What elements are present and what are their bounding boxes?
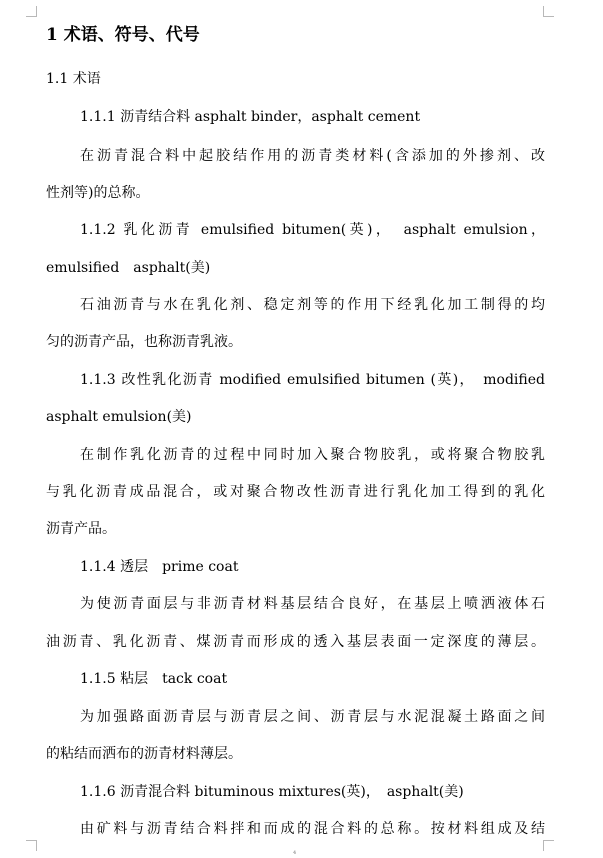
- term-number: 1.1.4: [80, 559, 116, 575]
- term-1-1-5: [80, 668, 227, 688]
- term-1-1-2-body-line-1: 石油沥青与水在乳化剂、稳定剂等的作用下经乳化加工制得的均: [80, 297, 545, 313]
- term-1-1-1: [80, 106, 420, 126]
- term-1-1-4-body-line-1: 为使沥青面层与非沥青材料基层结合良好，在基层上喷洒液体石: [80, 596, 545, 612]
- section-subheading: 1.1 术语: [46, 71, 101, 87]
- term-1-1-5-body-line-2: 的粘结而洒布的沥青材料薄层。: [46, 746, 242, 762]
- term-number: 1.1.1: [80, 109, 116, 125]
- term-1-1-2: [80, 219, 545, 239]
- page-number: 4: [293, 850, 297, 856]
- term-title: 粘层 tack coat: [120, 671, 228, 687]
- term-1-1-1-body-line-1: 在沥青混合料中起胶结作用的沥青类材料(含添加的外掺剂、改: [80, 148, 545, 164]
- term-1-1-6-body-line-1: 由矿料与沥青结合料拌和而成的混合料的总称。按材料组成及结: [80, 821, 545, 837]
- term-number: 1.1.5: [80, 671, 116, 687]
- term-number: 1.1.2: [80, 222, 116, 238]
- crop-mark-bottom-right: [543, 840, 554, 851]
- term-title: 透层 prime coat: [120, 559, 239, 575]
- term-title: 乳化沥青 emulsified bitumen(英)， asphalt emulsion，: [123, 222, 546, 238]
- term-number: 1.1.6: [80, 784, 116, 800]
- term-1-1-4-body-line-2: 油沥青、乳化沥青、煤沥青而形成的透入基层表面一定深度的薄层。: [46, 634, 545, 650]
- term-1-1-3-body-line-1: 在制作乳化沥青的过程中同时加入聚合物胶乳，或将聚合物胶乳: [80, 447, 545, 463]
- term-1-1-2-title-cont: emulsified asphalt(美): [46, 260, 211, 276]
- term-1-1-2-body-line-2: 匀的沥青产品，也称沥青乳液。: [46, 334, 242, 350]
- term-1-1-5-body-line-1: 为加强路面沥青层与沥青层之间、沥青层与水泥混凝土路面之间: [80, 709, 545, 725]
- term-1-1-3-body-line-2: 与乳化沥青成品混合，或对聚合物改性沥青进行乳化加工得到的乳化: [46, 484, 545, 500]
- term-1-1-3: [80, 369, 545, 389]
- term-1-1-6: [80, 781, 464, 801]
- term-1-1-3-body-line-3: 沥青产品。: [46, 521, 116, 537]
- crop-mark-bottom-left: [26, 840, 37, 851]
- term-title: 改性乳化沥青 modified emulsified bitumen (英)， modified: [121, 372, 545, 388]
- chapter-heading: 1 术语、符号、代号: [46, 25, 200, 45]
- term-1-1-3-title-cont: asphalt emulsion(美): [46, 409, 192, 425]
- crop-mark-top-left: [26, 6, 37, 17]
- term-title: 沥青混合料 bituminous mixtures(英)， asphalt(美): [120, 784, 464, 800]
- term-number: 1.1.3: [80, 372, 116, 388]
- term-1-1-1-body-line-2: 性剂等)的总称。: [46, 185, 150, 201]
- crop-mark-top-right: [543, 6, 554, 17]
- term-title: 沥青结合料 asphalt binder，asphalt cement: [120, 109, 421, 125]
- term-1-1-4: [80, 556, 238, 576]
